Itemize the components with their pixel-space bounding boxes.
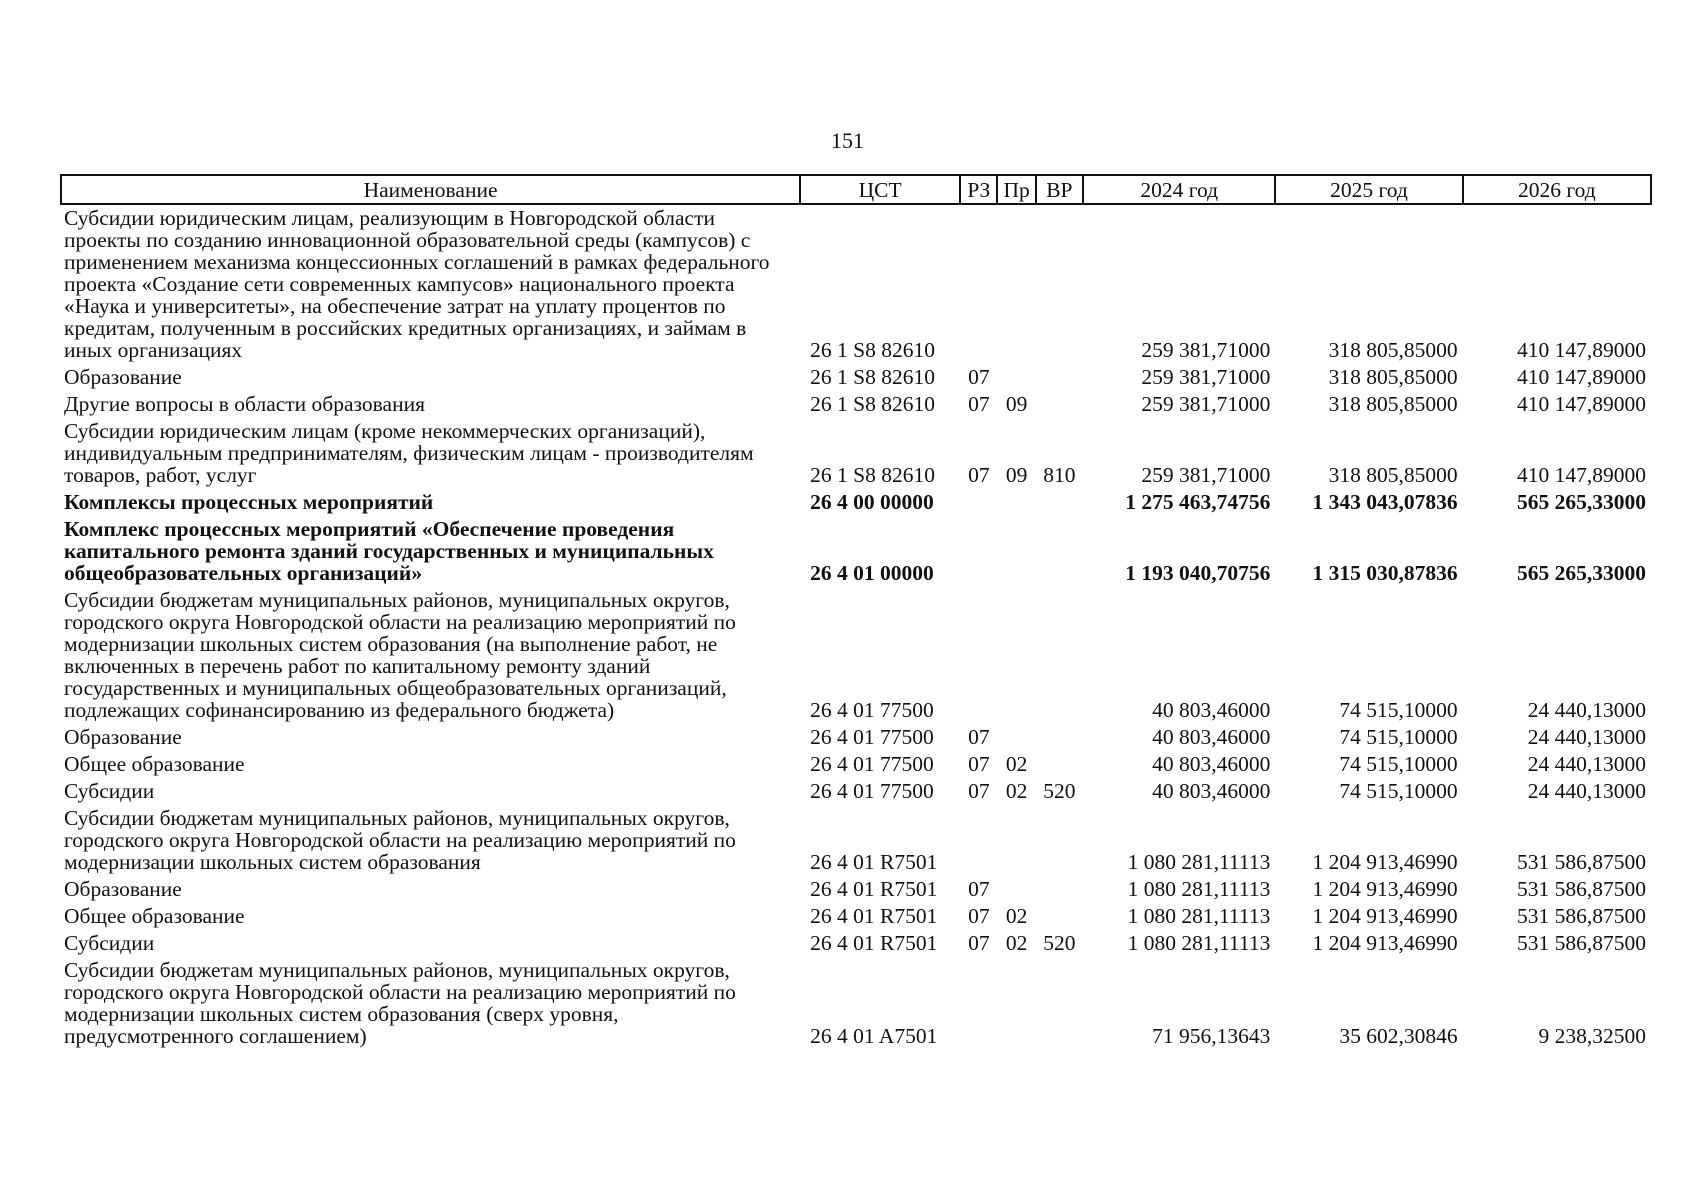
header-cst: ЦСТ <box>800 175 960 204</box>
cell-name: Субсидии <box>64 931 155 955</box>
cell-vr <box>1036 587 1083 724</box>
cell-2025: 318 805,85000 <box>1328 365 1458 389</box>
cell-2024: 1 080 281,11113 <box>1127 931 1271 955</box>
cell-name: Субсидии <box>64 779 155 803</box>
cell-vr: 810 <box>1043 463 1076 487</box>
cell-2024: 1 193 040,70756 <box>1125 561 1271 585</box>
cell-2025: 318 805,85000 <box>1328 338 1458 362</box>
cell-pr <box>997 489 1035 516</box>
cell-pr <box>997 724 1035 751</box>
cell-vr <box>1036 876 1083 903</box>
cell-2025: 74 515,10000 <box>1339 752 1458 776</box>
cell-2026: 9 238,32500 <box>1538 1024 1646 1048</box>
cell-vr <box>1036 364 1083 391</box>
cell-2025: 1 204 913,46990 <box>1312 931 1458 955</box>
cell-pr: 09 <box>1005 392 1028 416</box>
cell-2025: 1 204 913,46990 <box>1312 904 1458 928</box>
table-row <box>61 778 1651 805</box>
cell-pr <box>997 587 1035 724</box>
table-row <box>61 418 1651 489</box>
cell-vr: 520 <box>1043 779 1076 803</box>
cell-2025: 74 515,10000 <box>1339 779 1458 803</box>
cell-cst: 26 4 01 R7501 <box>810 850 938 874</box>
header-2024: 2024 год <box>1083 175 1275 204</box>
cell-rz: 07 <box>968 463 990 487</box>
cell-vr <box>1036 516 1083 587</box>
table-row <box>61 489 1651 516</box>
cell-name: Субсидии бюджетам муниципальных районов, муниципальных округов, городского округа Новгородской области на реализацию мероприятий по модернизации школьных систем образования (на выполнение работ, не включенных в перечень работ по капитальному ремонту зданий государственных и муниципальных общеобразовательных организаций, подлежащих софинансированию из федерального бюджета) <box>64 588 736 722</box>
cell-2026: 531 586,87500 <box>1517 877 1646 901</box>
table-row <box>61 364 1651 391</box>
table-row <box>61 391 1651 418</box>
cell-cst: 26 4 01 77500 <box>810 725 934 749</box>
cell-vr: 520 <box>1043 931 1076 955</box>
cell-pr <box>997 516 1035 587</box>
cell-name: Образование <box>64 725 182 749</box>
cell-cst: 26 4 01 R7501 <box>810 904 938 928</box>
table-row <box>61 516 1651 587</box>
header-2025: 2025 год <box>1275 175 1462 204</box>
cell-2026: 531 586,87500 <box>1517 931 1646 955</box>
page-number: 151 <box>831 128 864 153</box>
cell-2026: 24 440,13000 <box>1527 752 1646 776</box>
header-name: Наименование <box>61 175 800 204</box>
cell-cst: 26 1 S8 82610 <box>810 392 935 416</box>
cell-pr: 02 <box>1005 779 1028 803</box>
cell-rz: 07 <box>968 877 990 901</box>
cell-cst: 26 1 S8 82610 <box>810 365 935 389</box>
table-row <box>61 587 1651 724</box>
cell-2026: 24 440,13000 <box>1527 698 1646 722</box>
cell-cst: 26 1 S8 82610 <box>810 463 935 487</box>
cell-name: Субсидии бюджетам муниципальных районов, муниципальных округов, городского округа Новгородской области на реализацию мероприятий по модернизации школьных систем образования <box>64 806 736 874</box>
cell-2026: 410 147,89000 <box>1517 463 1646 487</box>
cell-rz: 07 <box>968 904 990 928</box>
cell-cst: 26 4 01 R7501 <box>810 931 938 955</box>
cell-2024: 259 381,71000 <box>1141 338 1271 362</box>
cell-rz <box>960 957 997 1050</box>
cell-2025: 1 204 913,46990 <box>1312 850 1458 874</box>
cell-vr <box>1036 391 1083 418</box>
cell-2025: 35 602,30846 <box>1339 1024 1458 1048</box>
cell-rz <box>960 805 997 876</box>
cell-vr <box>1036 724 1083 751</box>
cell-name: Общее образование <box>64 752 245 776</box>
table-row <box>61 930 1651 957</box>
cell-name: Комплекс процессных мероприятий «Обеспечение проведения капитального ремонта зданий государственных и муниципальных общеобразовательных организаций» <box>64 517 714 585</box>
cell-2025: 74 515,10000 <box>1339 698 1458 722</box>
cell-pr <box>997 805 1035 876</box>
cell-pr <box>997 364 1035 391</box>
cell-2024: 40 803,46000 <box>1152 698 1271 722</box>
cell-2026: 24 440,13000 <box>1527 779 1646 803</box>
cell-2024: 1 080 281,11113 <box>1127 877 1271 901</box>
cell-2024: 1 080 281,11113 <box>1127 850 1271 874</box>
cell-2024: 1 275 463,74756 <box>1125 490 1271 514</box>
cell-rz: 07 <box>968 931 990 955</box>
cell-cst: 26 4 01 A7501 <box>810 1024 938 1048</box>
cell-2026: 531 586,87500 <box>1517 904 1646 928</box>
cell-rz: 07 <box>968 392 990 416</box>
cell-cst: 26 4 00 00000 <box>810 490 934 514</box>
cell-rz: 07 <box>968 779 990 803</box>
cell-pr: 09 <box>1005 463 1028 487</box>
cell-cst: 26 1 S8 82610 <box>810 338 935 362</box>
cell-vr <box>1036 957 1083 1050</box>
table-header-row <box>61 175 1651 204</box>
cell-pr <box>997 876 1035 903</box>
table-row <box>61 876 1651 903</box>
cell-2024: 40 803,46000 <box>1152 725 1271 749</box>
cell-cst: 26 4 01 77500 <box>810 698 934 722</box>
table-row <box>61 204 1651 364</box>
cell-2025: 1 204 913,46990 <box>1312 877 1458 901</box>
cell-name: Образование <box>64 877 182 901</box>
cell-2024: 40 803,46000 <box>1152 779 1271 803</box>
cell-2025: 318 805,85000 <box>1328 463 1458 487</box>
table-row <box>61 805 1651 876</box>
cell-cst: 26 4 01 77500 <box>810 752 934 776</box>
cell-name: Субсидии бюджетам муниципальных районов, муниципальных округов, городского округа Новгородской области на реализацию мероприятий по модернизации школьных систем образования (сверх уровня, предусмотренного соглашением) <box>64 958 736 1048</box>
cell-rz <box>960 204 997 364</box>
header-vr: ВР <box>1036 175 1083 204</box>
cell-rz: 07 <box>968 752 990 776</box>
cell-2025: 74 515,10000 <box>1339 725 1458 749</box>
table-row <box>61 724 1651 751</box>
cell-2026: 410 147,89000 <box>1517 365 1646 389</box>
budget-table <box>60 174 1652 1050</box>
cell-vr <box>1036 751 1083 778</box>
cell-2024: 259 381,71000 <box>1141 463 1271 487</box>
cell-2025: 318 805,85000 <box>1328 392 1458 416</box>
header-2026: 2026 год <box>1463 175 1651 204</box>
cell-vr <box>1036 204 1083 364</box>
cell-name: Комплексы процессных мероприятий <box>64 490 434 514</box>
header-rz: РЗ <box>960 175 997 204</box>
cell-2025: 1 343 043,07836 <box>1312 490 1458 514</box>
cell-name: Субсидии юридическим лицам (кроме некоммерческих организаций), индивидуальным предпринимателям, физическим лицам - производителям товаров, работ, услуг <box>64 419 754 487</box>
cell-name: Субсидии юридическим лицам, реализующим в Новгородской области проекты по созданию инновационной образовательной среды (кампусов) с применением механизма концессионных соглашений в рамках федерального проекта «Создание сети современных кампусов» национального проекта «Наука и университеты», на обеспечение затрат на уплату процентов по кредитам, полученным в российских кредитных организациях, и займам в иных организациях <box>64 206 770 362</box>
cell-cst: 26 4 01 00000 <box>810 561 934 585</box>
cell-rz <box>960 489 997 516</box>
cell-cst: 26 4 01 77500 <box>810 779 934 803</box>
table-body <box>61 204 1651 1050</box>
cell-2026: 565 265,33000 <box>1517 490 1646 514</box>
cell-rz: 07 <box>968 365 990 389</box>
cell-2026: 565 265,33000 <box>1517 561 1646 585</box>
cell-2026: 531 586,87500 <box>1517 850 1646 874</box>
cell-2024: 1 080 281,11113 <box>1127 904 1271 928</box>
cell-pr: 02 <box>1005 931 1028 955</box>
cell-pr: 02 <box>1005 752 1028 776</box>
cell-pr <box>997 957 1035 1050</box>
cell-2026: 410 147,89000 <box>1517 392 1646 416</box>
table-row <box>61 957 1651 1050</box>
cell-pr <box>997 204 1035 364</box>
cell-pr: 02 <box>1005 904 1028 928</box>
cell-rz: 07 <box>968 725 990 749</box>
cell-vr <box>1036 903 1083 930</box>
cell-2026: 410 147,89000 <box>1517 338 1646 362</box>
cell-rz <box>960 516 997 587</box>
cell-vr <box>1036 805 1083 876</box>
cell-2024: 259 381,71000 <box>1141 365 1271 389</box>
cell-name: Образование <box>64 365 182 389</box>
cell-2026: 24 440,13000 <box>1527 725 1646 749</box>
cell-vr <box>1036 489 1083 516</box>
cell-name: Другие вопросы в области образования <box>64 392 425 416</box>
table-row <box>61 751 1651 778</box>
cell-2024: 259 381,71000 <box>1141 392 1271 416</box>
cell-rz <box>960 587 997 724</box>
cell-2025: 1 315 030,87836 <box>1312 561 1458 585</box>
table-row <box>61 903 1651 930</box>
header-pr: Пр <box>997 175 1035 204</box>
cell-name: Общее образование <box>64 904 245 928</box>
cell-2024: 40 803,46000 <box>1152 752 1271 776</box>
cell-2024: 71 956,13643 <box>1152 1024 1271 1048</box>
cell-cst: 26 4 01 R7501 <box>810 877 938 901</box>
